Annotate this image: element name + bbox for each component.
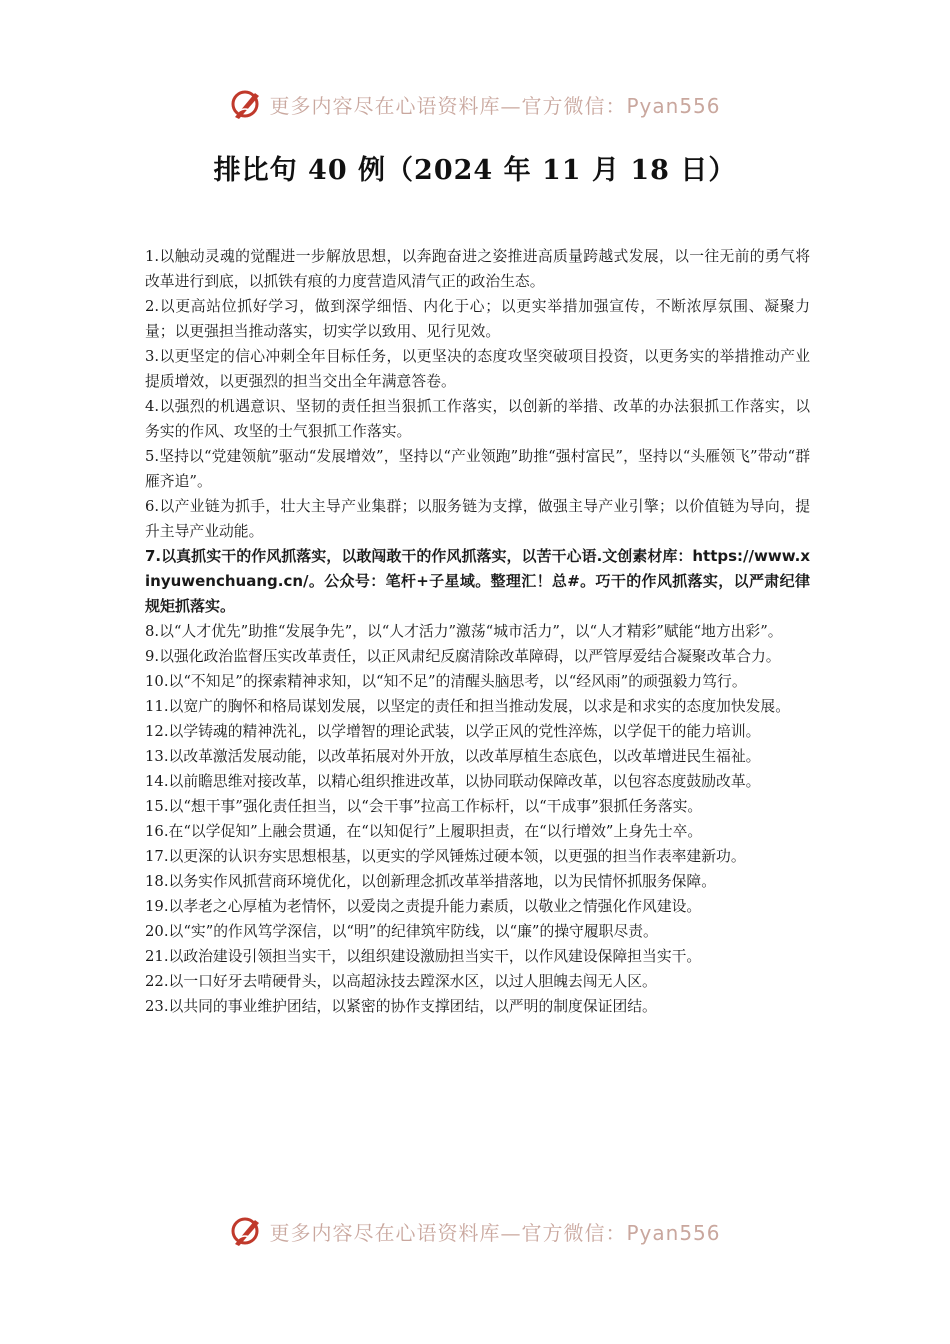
wechat-handle: Pyan556 bbox=[626, 93, 721, 118]
wechat-handle: Pyan556 bbox=[626, 1220, 721, 1245]
list-item: 4.以强烈的机遇意识、坚韧的责任担当狠抓工作落实，以创新的举措、改革的办法狠抓工作落实，以务实的作风、攻坚的士气狠抓工作落实。 bbox=[145, 398, 810, 440]
list-item: 16.在“以学促知”上融会贯通，在“以知促行”上履职担责，在“以行增效”上身先士卒。 bbox=[145, 823, 703, 840]
list-item: 6.以产业链为抓手，壮大主导产业集群；以服务链为支撑，做强主导产业引擎；以价值链为导向，提升主导产业动能。 bbox=[145, 498, 810, 540]
document-title: 排比句 40 例（2024 年 11 月 18 日） bbox=[213, 155, 737, 186]
banner-text: 更多内容尽在心语资料库—官方微信：Pyan556 bbox=[269, 93, 721, 118]
list-item: 18.以务实作风抓营商环境优化，以创新理念抓改革举措落地，以为民情怀抓服务保障。 bbox=[145, 873, 717, 890]
list-item: 2.以更高站位抓好学习，做到深学细悟、内化于心；以更实举措加强宣传，不断浓厚氛围、凝聚力量；以更强担当推动落实，切实学以致用、见行见效。 bbox=[145, 298, 810, 340]
document-body bbox=[145, 244, 810, 1019]
list-item: 13.以改革激活发展动能，以改革拓展对外开放，以改革厚植生态底色，以改革增进民生福祉。 bbox=[145, 748, 761, 765]
list-item: 14.以前瞻思维对接改革，以精心组织推进改革，以协同联动保障改革，以包容态度鼓励改革。 bbox=[145, 773, 761, 790]
list-item: 3.以更坚定的信心冲刺全年目标任务，以更坚决的态度攻坚突破项目投资，以更务实的举措推动产业提质增效，以更强烈的担当交出全年满意答卷。 bbox=[145, 348, 810, 390]
banner-text: 更多内容尽在心语资料库—官方微信：Pyan556 bbox=[269, 1220, 721, 1245]
list-item: 22.以一口好牙去啃硬骨头，以高超泳技去蹚深水区，以过人胆魄去闯无人区。 bbox=[145, 973, 657, 990]
list-item: 17.以更深的认识夯实思想根基，以更实的学风锤炼过硬本领，以更强的担当作表率建新功。 bbox=[145, 848, 746, 865]
list-item: 12.以学铸魂的精神洗礼，以学增智的理论武装，以学正风的党性淬炼，以学促干的能力培训。 bbox=[145, 723, 761, 740]
header-banner bbox=[0, 84, 950, 124]
list-item: 10.以“不知足”的探索精神求知，以“知不足”的清醒头脑思考，以“经风雨”的顽强毅力笃行。 bbox=[145, 673, 747, 690]
footer-banner bbox=[0, 1211, 950, 1251]
list-item: 9.以强化政治监督压实改革责任，以正风肃纪反腐清除改革障碍，以严管厚爱结合凝聚改革合力。 bbox=[145, 648, 781, 665]
list-item: 1.以触动灵魂的觉醒进一步解放思想，以奔跑奋进之姿推进高质量跨越式发展，以一往无前的勇气将改革进行到底，以抓铁有痕的力度营造风清气正的政治生态。 bbox=[145, 248, 810, 290]
list-item: 11.以宽广的胸怀和格局谋划发展，以坚定的责任和担当推动发展，以求是和求实的态度加快发展。 bbox=[145, 698, 791, 715]
list-item-with-link: 7.以真抓实干的作风抓落实，以敢闯敢干的作风抓落实，以苦干心语.文创素材库：https://www.xinyuwenchuang.cn/。公众号：笔杆+子星域。整理汇！总#。巧干的作风抓落实，以严肃纪律规矩抓落实。 bbox=[145, 547, 810, 615]
list-item: 20.以“实”的作风笃学深信，以“明”的纪律筑牢防线，以“廉”的操守履职尽责。 bbox=[145, 923, 658, 940]
list-item: 5.坚持以“党建领航”驱动“发展增效”，坚持以“产业领跑”助推“强村富民”，坚持以“头雁领飞”带动“群雁齐追”。 bbox=[145, 448, 810, 490]
list-item: 8.以“人才优先”助推“发展争先”，以“人才活力”激荡“城市活力”，以“人才精彩”赋能“地方出彩”。 bbox=[145, 623, 783, 640]
list-item: 15.以“想干事”强化责任担当，以“会干事”拉高工作标杆，以“干成事”狠抓任务落实。 bbox=[145, 798, 703, 815]
pen-logo-icon bbox=[229, 87, 263, 121]
list-item: 19.以孝老之心厚植为老情怀，以爱岗之责提升能力素质，以敬业之情强化作风建设。 bbox=[145, 898, 702, 915]
pen-logo-icon bbox=[229, 1214, 263, 1248]
list-item: 23.以共同的事业维护团结，以紧密的协作支撑团结，以严明的制度保证团结。 bbox=[145, 998, 657, 1015]
list-item: 21.以政治建设引领担当实干，以组织建设激励担当实干，以作风建设保障担当实干。 bbox=[145, 948, 702, 965]
